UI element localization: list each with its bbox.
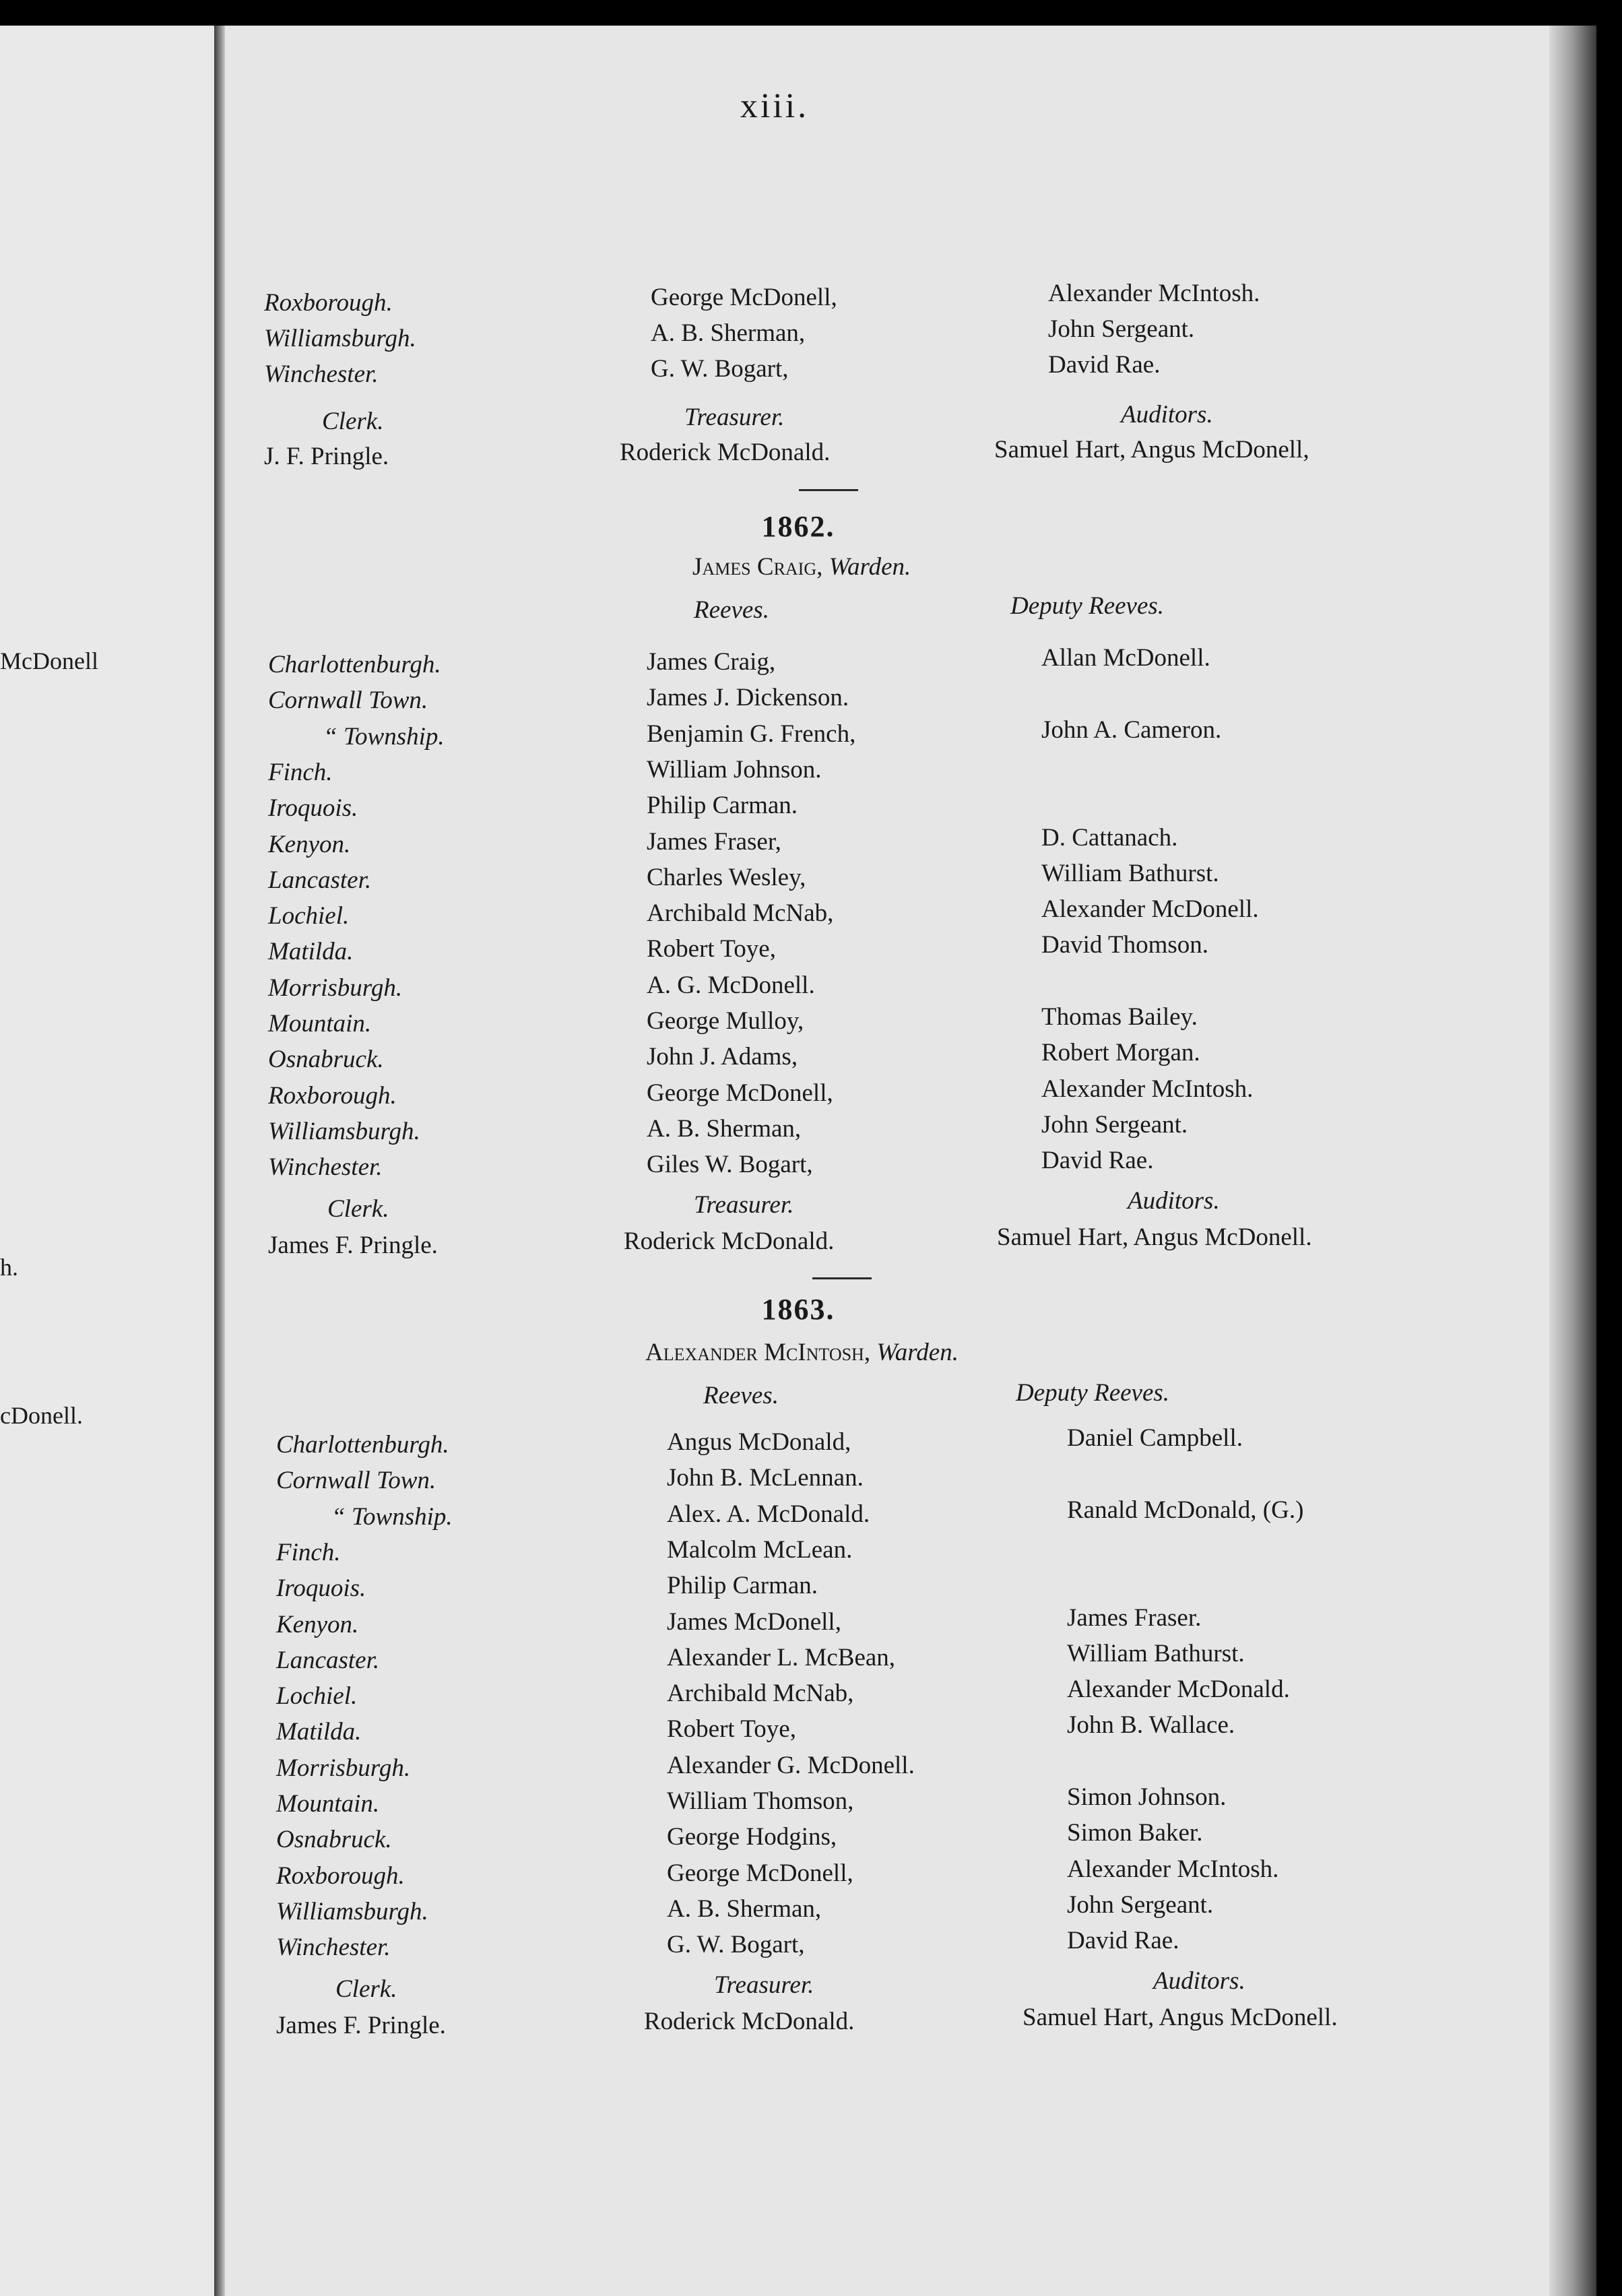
reeve-name: G. W. Bogart,	[667, 1931, 805, 1959]
deputy-reeve-name: Ranald McDonald, (G.)	[1067, 1496, 1304, 1524]
reeve-name: Archibald McNab,	[647, 899, 834, 928]
deputy-reeve-name: Allan McDonell.	[1041, 644, 1210, 672]
township-name: Winchester.	[264, 360, 379, 388]
deputy-reeve-name: Thomas Bailey.	[1041, 1003, 1198, 1031]
township-name: Williamsburgh.	[268, 1117, 420, 1145]
township-name: Winchester.	[268, 1153, 383, 1182]
reeve-name: Angus McDonald,	[667, 1428, 851, 1456]
reeve-name: Alex. A. McDonald.	[667, 1500, 870, 1528]
warden-name: James Craig,	[692, 553, 823, 581]
township-name: Osnabruck.	[276, 1826, 392, 1854]
page-number: xiii.	[740, 87, 810, 125]
township-name: Kenyon.	[276, 1610, 359, 1638]
deputy-reeve-name: Daniel Campbell.	[1067, 1424, 1243, 1452]
township-name: Roxborough.	[264, 289, 393, 317]
deputy-reeve-name: James Fraser.	[1067, 1603, 1202, 1632]
reeve-name: A. G. McDonell.	[647, 971, 815, 999]
clerk-label: Clerk.	[327, 1194, 389, 1223]
reeve-name: George McDonell,	[651, 284, 837, 311]
book-spine	[214, 26, 225, 2296]
reeve-name: A. B. Sherman,	[667, 1894, 822, 1923]
township-name: Williamsburgh.	[264, 325, 416, 352]
clerk-label: Clerk.	[335, 1975, 397, 2003]
deputy-reeve-name: David Rae.	[1067, 1927, 1179, 1955]
township-name: Finch.	[276, 1538, 341, 1566]
year-heading: 1862.	[761, 510, 835, 543]
section-rule	[799, 489, 858, 491]
reeves-column-header: Reeves.	[694, 596, 769, 624]
treasurer-label: Treasurer.	[684, 404, 785, 431]
reeves-column-header: Reeves.	[703, 1382, 779, 1409]
township-name: Roxborough.	[276, 1861, 405, 1890]
township-name: Cornwall Town.	[276, 1467, 436, 1495]
auditors-names: Samuel Hart, Angus McDonell,	[994, 436, 1309, 464]
reeve-name: Alexander G. McDonell.	[667, 1751, 915, 1779]
township-name: Morrisburgh.	[276, 1754, 411, 1782]
reeve-name: George McDonell,	[667, 1859, 853, 1887]
clerk-name: J. F. Pringle.	[264, 443, 389, 470]
township-name: Matilda.	[268, 938, 354, 966]
township-name: Charlottenburgh.	[268, 651, 441, 678]
treasurer-name: Roderick McDonald.	[624, 1227, 835, 1255]
township-name: “ Township.	[331, 1502, 453, 1531]
township-name: Osnabruck.	[268, 1046, 384, 1074]
deputy-reeve-name: Robert Morgan.	[1041, 1039, 1200, 1067]
reeve-name: James Craig,	[647, 648, 776, 676]
warden-line	[692, 552, 911, 581]
scanned-page	[0, 26, 1596, 2296]
clerk-name: James F. Pringle.	[268, 1231, 438, 1259]
auditors-names: Samuel Hart, Angus McDonell.	[1023, 2003, 1338, 2031]
deputy-reeve-name: John B. Wallace.	[1067, 1711, 1235, 1740]
township-name: Roxborough.	[268, 1081, 397, 1110]
reeve-name: James McDonell,	[667, 1607, 841, 1636]
reeve-name: A. B. Sherman,	[651, 319, 806, 347]
township-name: Mountain.	[276, 1790, 380, 1818]
reeve-name: Archibald McNab,	[667, 1680, 854, 1708]
township-name: Cornwall Town.	[268, 687, 428, 715]
reeve-name: John J. Adams,	[647, 1043, 798, 1071]
reeve-name: Philip Carman.	[667, 1572, 818, 1600]
deputy-reeve-name: Alexander McIntosh.	[1048, 280, 1260, 307]
prev-page-fragment: McDonell	[0, 647, 98, 674]
reeve-name: William Johnson.	[647, 755, 822, 784]
reeve-name: Robert Toye,	[667, 1715, 796, 1744]
deputy-reeve-name: Simon Johnson.	[1067, 1783, 1227, 1811]
reeve-name: Giles W. Bogart,	[647, 1151, 813, 1179]
prev-page-fragment: h.	[0, 1254, 18, 1281]
warden-name: Alexander McIntosh,	[645, 1339, 871, 1366]
reeve-name: Malcolm McLean.	[667, 1535, 853, 1564]
deputy-reeve-name: David Rae.	[1041, 1147, 1154, 1175]
deputy-reeve-name: Alexander McIntosh.	[1041, 1075, 1254, 1103]
year-heading: 1863.	[761, 1293, 835, 1326]
reeve-name: A. B. Sherman,	[647, 1114, 802, 1143]
deputy-reeve-name: Simon Baker.	[1067, 1819, 1203, 1847]
deputy-reeve-name: Alexander McDonell.	[1041, 895, 1259, 924]
section-rule	[812, 1277, 872, 1279]
deputy-reeve-name: John Sergeant.	[1041, 1110, 1188, 1139]
reeve-name: G. W. Bogart,	[651, 355, 789, 383]
township-name: Iroquois.	[268, 794, 358, 823]
warden-label: Warden.	[829, 553, 911, 581]
deputy-reeve-name: William Bathurst.	[1041, 859, 1219, 887]
warden-label: Warden.	[876, 1339, 959, 1366]
reeve-name: Philip Carman.	[647, 792, 798, 820]
township-name: Lancaster.	[276, 1646, 380, 1674]
reeve-name: Robert Toye,	[647, 935, 776, 963]
township-name: Finch.	[268, 758, 333, 786]
deputy-reeve-name: John Sergeant.	[1048, 315, 1195, 343]
reeve-name: George Hodgins,	[667, 1823, 837, 1851]
deputy-reeves-column-header: Deputy Reeves.	[1016, 1379, 1170, 1407]
warden-line	[645, 1338, 959, 1367]
previous-page-edge	[0, 26, 216, 2296]
prev-page-fragment: cDonell.	[0, 1402, 83, 1429]
treasurer-name: Roderick McDonald.	[644, 2007, 855, 2035]
reeve-name: Charles Wesley,	[647, 863, 806, 891]
clerk-name: James F. Pringle.	[276, 2011, 446, 2039]
deputy-reeve-name: David Rae.	[1048, 351, 1161, 379]
auditors-label: Auditors.	[1121, 401, 1213, 428]
reeve-name: James Fraser,	[647, 827, 781, 856]
township-name: Lochiel.	[268, 902, 350, 930]
township-name: Mountain.	[268, 1010, 372, 1038]
treasurer-label: Treasurer.	[714, 1971, 814, 1999]
township-name: Morrisburgh.	[268, 974, 403, 1002]
deputy-reeve-name: David Thomson.	[1041, 931, 1209, 959]
auditors-names: Samuel Hart, Angus McDonell.	[997, 1223, 1312, 1251]
deputy-reeves-column-header: Deputy Reeves.	[1010, 592, 1165, 620]
township-name: Lancaster.	[268, 866, 372, 894]
deputy-reeve-name: Alexander McIntosh.	[1067, 1855, 1279, 1883]
auditors-label: Auditors.	[1153, 1967, 1245, 1995]
auditors-label: Auditors.	[1128, 1186, 1220, 1215]
treasurer-name: Roderick McDonald.	[620, 439, 831, 466]
township-name: Williamsburgh.	[276, 1897, 428, 1925]
township-name: Winchester.	[276, 1934, 391, 1962]
reeve-name: Benjamin G. French,	[647, 720, 856, 748]
reeve-name: Alexander L. McBean,	[667, 1643, 896, 1671]
reeve-name: George McDonell,	[647, 1079, 833, 1107]
deputy-reeve-name: John Sergeant.	[1067, 1890, 1214, 1919]
deputy-reeve-name: Alexander McDonald.	[1067, 1676, 1290, 1704]
page-edge-shadow	[1549, 26, 1596, 2296]
deputy-reeve-name: D. Cattanach.	[1041, 823, 1178, 852]
township-name: “ Township.	[323, 722, 445, 751]
township-name: Kenyon.	[268, 830, 351, 858]
deputy-reeve-name: William Bathurst.	[1067, 1639, 1245, 1667]
township-name: Lochiel.	[276, 1682, 358, 1711]
reeve-name: William Thomson,	[667, 1787, 854, 1815]
deputy-reeve-name: John A. Cameron.	[1041, 715, 1222, 744]
township-name: Iroquois.	[276, 1574, 366, 1603]
township-name: Charlottenburgh.	[276, 1431, 449, 1459]
reeve-name: John B. McLennan.	[667, 1464, 864, 1492]
reeve-name: George Mulloy,	[647, 1007, 804, 1035]
township-name: Matilda.	[276, 1718, 362, 1746]
reeve-name: James J. Dickenson.	[647, 684, 849, 712]
clerk-label: Clerk.	[322, 408, 384, 435]
treasurer-label: Treasurer.	[694, 1190, 794, 1219]
